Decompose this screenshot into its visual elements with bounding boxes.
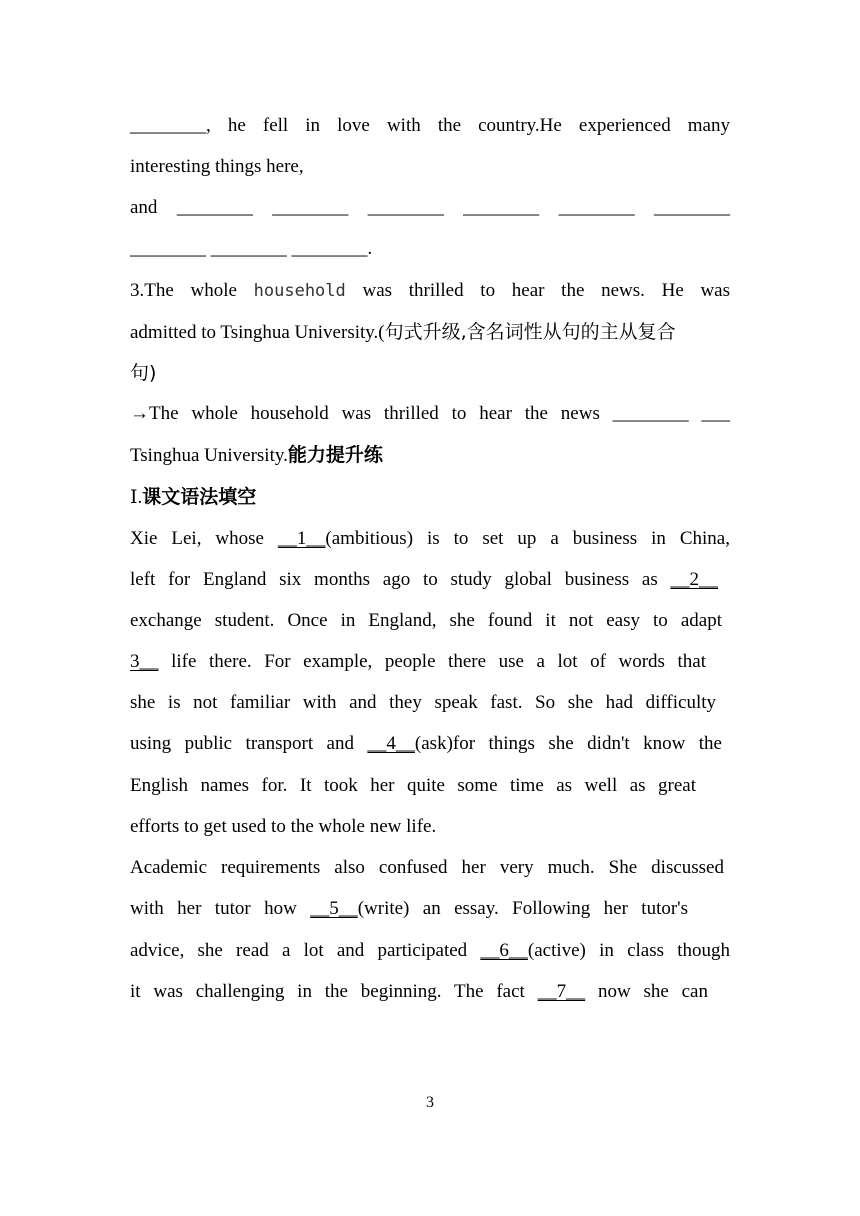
text-line-2: interesting things here, [130, 156, 304, 177]
blank-7: __7__ [537, 981, 586, 1002]
text-line-7: 句) [130, 362, 157, 384]
passage-line-11: advice, she read a lot and participated __6__(active) in class though [130, 940, 730, 961]
passage-line-10: with her tutor how __5__(write) an essay. Following her tutor's [130, 898, 688, 919]
section-title: Ⅰ.课文语法填空 [130, 486, 257, 508]
text-line-6: admitted to Tsinghua University.(句式升级,含名词性从句的主从复合 [130, 321, 676, 343]
text-line-1: ________, he fell in love with the country.He experienced many [130, 115, 730, 136]
blank-4: __4__ [367, 733, 415, 754]
passage-line-6: using public transport and __4__(ask)for things she didn't know the [130, 733, 722, 754]
passage-line-3: exchange student. Once in England, she found it not easy to adapt [130, 610, 722, 631]
blank-5: __5__ [310, 898, 358, 919]
blank: ________, [130, 115, 211, 136]
text-line-9: Tsinghua University.能力提升练 [130, 444, 383, 466]
passage-line-5: she is not familiar with and they speak fast. So she had difficulty [130, 692, 716, 713]
passage-line-7: English names for. It took her quite some time as well as great [130, 775, 696, 796]
text-line-4: ________ ________ ________. [130, 238, 373, 259]
highlighted-word: household [253, 281, 346, 301]
blank-3: 3__ [130, 651, 159, 672]
passage-line-9: Academic requirements also confused her very much. She discussed [130, 857, 724, 878]
answer-line: →The whole household was thrilled to hear the news ________ ___ [130, 403, 730, 424]
passage-line-2: left for England six months ago to study global business as __2__ [130, 569, 718, 590]
blank-2: __2__ [670, 569, 718, 590]
passage-line-8: efforts to get used to the whole new life. [130, 816, 437, 837]
page-number: 3 [426, 1094, 434, 1111]
passage-line-4: 3__ life there. For example, people there use a lot of words that [130, 651, 706, 672]
passage-line-12: it was challenging in the beginning. The fact __7__ now she can [130, 981, 708, 1002]
question-3: 3.The whole household was thrilled to hear the news. He was [130, 280, 730, 301]
blank-1: __1__ [277, 528, 326, 549]
section-heading: 能力提升练 [287, 444, 383, 466]
blank-6: __6__ [480, 940, 528, 961]
passage-line-1: Xie Lei, whose __1__(ambitious) is to set up a business in China, [130, 528, 730, 549]
text-line-3: and ________ ________ ________ ________ ________ ________ [130, 197, 730, 218]
